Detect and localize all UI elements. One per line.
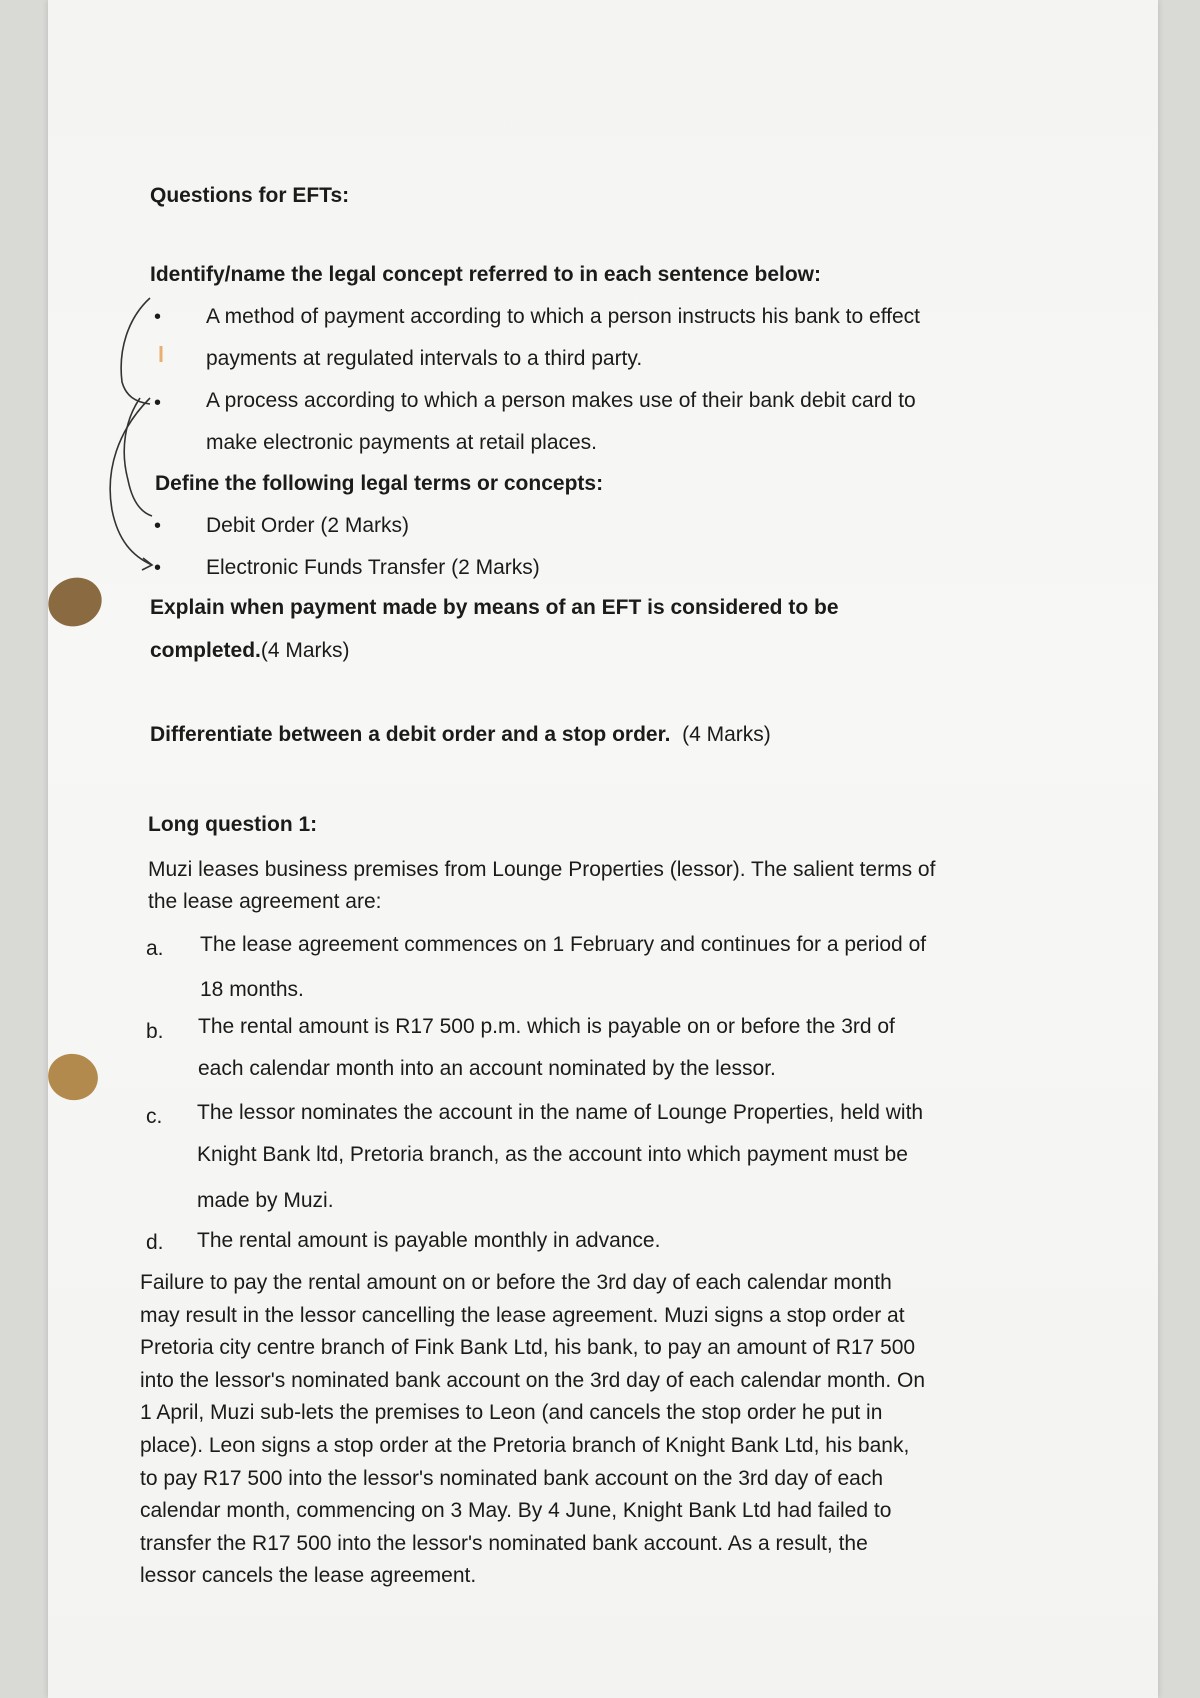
long-question-heading: Long question 1:	[148, 813, 318, 836]
explain-question-line2	[150, 638, 350, 663]
narrative-line: lessor cancels the lease agreement.	[140, 1564, 477, 1588]
identify-item-1-line2: payments at regulated intervals to a third party.	[206, 347, 643, 370]
differentiate-question	[150, 722, 771, 747]
narrative-paragraph	[140, 1267, 1020, 1593]
explain-marks: (4 Marks)	[260, 639, 350, 662]
long-question-intro-line1: Muzi leases business premises from Lounge Properties (lessor). The salient terms of	[148, 858, 936, 881]
term-b-line1: The rental amount is R17 500 p.m. which is payable on or before the 3rd of	[198, 1015, 895, 1038]
term-d-line1: The rental amount is payable monthly in advance.	[197, 1229, 661, 1252]
narrative-line: transfer the R17 500 into the lessor's nominated bank account. As a result, the	[140, 1531, 868, 1555]
term-c-line3: made by Muzi.	[197, 1189, 334, 1212]
define-item-1: Debit Order (2 Marks)	[206, 514, 410, 537]
term-a-line1: The lease agreement commences on 1 February and continues for a period of	[200, 933, 927, 956]
narrative-line: 1 April, Muzi sub-lets the premises to Leon (and cancels the stop order he put in	[140, 1401, 883, 1425]
bullet: •	[154, 557, 162, 579]
term-marker: d.	[146, 1231, 164, 1254]
identify-item-2-line2: make electronic payments at retail places.	[206, 431, 598, 454]
narrative-line: into the lessor's nominated bank account on the 3rd day of each calendar month. On	[140, 1368, 925, 1392]
narrative-line: Pretoria city centre branch of Fink Bank Ltd, his bank, to pay an amount of R17 500	[140, 1336, 916, 1360]
bullet: •	[154, 306, 162, 328]
term-marker: a.	[146, 937, 164, 960]
explain-question-bold-end: completed.	[150, 639, 261, 662]
define-item-2: Electronic Funds Transfer (2 Marks)	[206, 556, 540, 579]
term-c-line2: Knight Bank ltd, Pretoria branch, as the account into which payment must be	[197, 1143, 908, 1166]
identify-item-2-line1: A process according to which a person makes use of their bank debit card to	[206, 389, 916, 412]
differentiate-question-bold: Differentiate between a debit order and a stop order.	[150, 723, 671, 746]
narrative-line: place). Leon signs a stop order at the Pretoria branch of Knight Bank Ltd, his bank,	[140, 1433, 910, 1457]
differentiate-marks: (4 Marks)	[682, 723, 771, 746]
term-c-line1: The lessor nominates the account in the name of Lounge Properties, held with	[197, 1101, 924, 1124]
bullet: •	[154, 515, 162, 537]
narrative-line: Failure to pay the rental amount on or before the 3rd day of each calendar month	[140, 1271, 892, 1294]
narrative-line: to pay R17 500 into the lessor's nominated bank account on the 3rd day of each	[140, 1466, 883, 1490]
section-heading-efts: Questions for EFTs:	[150, 184, 350, 207]
term-b-line2: each calendar month into an account nominated by the lessor.	[198, 1057, 776, 1080]
narrative-line: calendar month, commencing on 3 May. By 4 June, Knight Bank Ltd had failed to	[140, 1499, 892, 1523]
long-question-intro-line2: the lease agreement are:	[148, 890, 382, 913]
narrative-line: may result in the lessor cancelling the lease agreement. Muzi signs a stop order at	[140, 1303, 905, 1327]
term-a-line2: 18 months.	[200, 978, 304, 1001]
identify-heading: Identify/name the legal concept referred to in each sentence below:	[150, 263, 822, 286]
explain-question-line1: Explain when payment made by means of an EFT is considered to be	[150, 596, 839, 619]
identify-item-1-line1: A method of payment according to which a person instructs his bank to effect	[206, 305, 921, 328]
define-heading: Define the following legal terms or concepts:	[155, 472, 604, 495]
term-marker: c.	[146, 1105, 163, 1128]
bullet: •	[154, 392, 162, 414]
term-marker: b.	[146, 1020, 164, 1043]
